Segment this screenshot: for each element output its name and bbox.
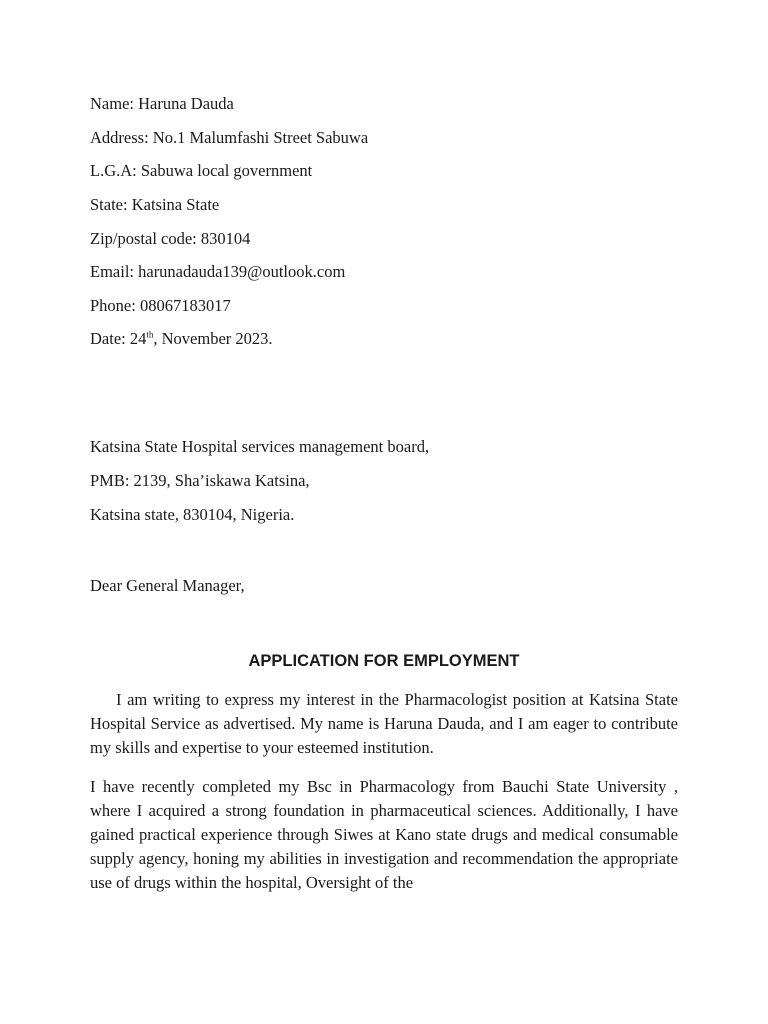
body-paragraph-2: I have recently completed my Bsc in Pharmacology from Bauchi State University , where I acquired a strong foundation in pharmaceutical sciences. Additionally, I have gained practical experience through Siwes at Kano state drugs and medical consumable supply agency, honing my abilities in investigation and recommendation the appropriate use of drugs within the hospital, Oversight of the xyxy=(90,777,678,892)
date-ordinal: th xyxy=(146,329,154,340)
sender-phone: Phone: 08067183017 xyxy=(90,296,231,315)
recipient-line3: Katsina state, 830104, Nigeria. xyxy=(90,505,295,524)
salutation: Dear General Manager, xyxy=(90,576,245,595)
sender-state: State: Katsina State xyxy=(90,195,220,214)
sender-lga: L.G.A: Sabuwa local government xyxy=(90,161,313,180)
sender-address: Address: No.1 Malumfashi Street Sabuwa xyxy=(90,128,369,147)
sender-zip: Zip/postal code: 830104 xyxy=(90,229,251,248)
sender-email: Email: harunadauda139@outlook.com xyxy=(90,262,346,281)
recipient-line1: Katsina State Hospital services management board, xyxy=(90,437,430,456)
date-prefix: Date: 24 xyxy=(90,329,147,348)
letter-date xyxy=(90,329,273,349)
recipient-line2: PMB: 2139, Sha’iskawa Katsina, xyxy=(90,471,310,490)
body-paragraph-1: I am writing to express my interest in the Pharmacologist position at Katsina State Hospital Service as advertised. My name is Haruna Dauda, and I am eager to contribute my skills and expertise to your esteemed institution. xyxy=(90,690,678,757)
sender-name: Name: Haruna Dauda xyxy=(90,94,234,113)
letter-heading: APPLICATION FOR EMPLOYMENT xyxy=(248,652,520,670)
date-suffix: , November 2023. xyxy=(153,329,273,348)
